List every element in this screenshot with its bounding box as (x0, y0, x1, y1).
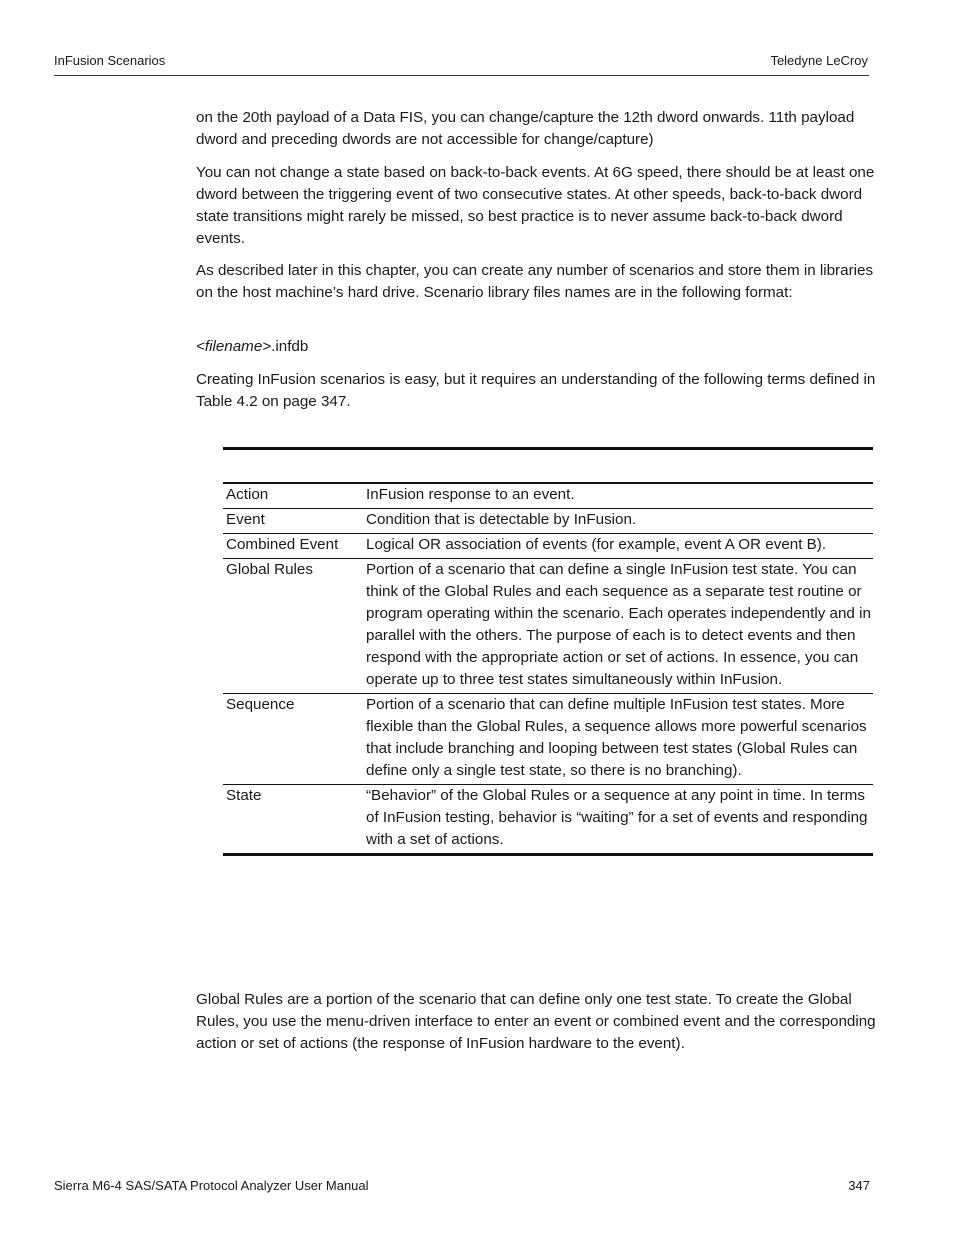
term-cell: Combined Event (223, 534, 363, 559)
paragraph-text: As described later in this chapter, you can create any number of scenarios and store them in libraries on the host machine’s hard drive. Scenario library files names are in the following format: (196, 262, 874, 301)
filename-placeholder: <filename> (196, 338, 272, 355)
table-row (223, 559, 873, 694)
table-row (223, 694, 873, 785)
table-row (223, 483, 873, 509)
definition-cell: Portion of a scenario that can define multiple InFusion test states. More flexible than the Global Rules, a sequence allows more powerful scenarios that include branching and looping between test states (Global Rules can define only a single test state, so there is no branching). (363, 694, 873, 785)
term-cell: State (223, 785, 363, 855)
body-paragraph-terms-intro (196, 369, 876, 413)
definition-cell: InFusion response to an event. (363, 483, 873, 509)
term-cell: Event (223, 509, 363, 534)
paragraph-text (196, 336, 876, 358)
running-header-section: InFusion Scenarios (54, 53, 166, 68)
terms-table (223, 482, 873, 856)
paragraph-text: You can not change a state based on back-to-back events. At 6G speed, there should be at least one dword between the triggering event of two consecutive states. At other speeds, back-to-back dword state transitions might rarely be missed, so best practice is to never assume back-to-back dword events. (196, 164, 875, 247)
body-paragraph-global-rules (196, 989, 876, 1055)
paragraph-text: on the 20th payload of a Data FIS, you can change/capture the 12th dword onwards. 11th payload dword and preceding dwords are not accessible for change/capture) (196, 109, 855, 148)
body-paragraph-continuation (196, 107, 876, 151)
definition-cell: Condition that is detectable by InFusion. (363, 509, 873, 534)
header-divider (54, 75, 869, 76)
paragraph-text: Creating InFusion scenarios is easy, but it requires an understanding of the following terms defined in Table 4.2 on page 347. (196, 371, 876, 410)
term-cell: Global Rules (223, 559, 363, 694)
running-header-company: Teledyne LeCroy (770, 53, 868, 68)
body-paragraph-back-to-back (196, 162, 876, 250)
term-cell: Sequence (223, 694, 363, 785)
table-row (223, 534, 873, 559)
body-paragraph-libraries (196, 260, 876, 304)
term-cell: Action (223, 483, 363, 509)
table-row (223, 785, 873, 855)
definition-cell: Portion of a scenario that can define a single InFusion test state. You can think of the Global Rules and each sequence as a separate test routine or program operating within the scenario. Each operates independently and in parallel with the others. The purpose of each is to detect events and then respond with the appropriate action or set of actions. In essence, you can operate up to three test states simultaneously within InFusion. (363, 559, 873, 694)
definition-cell: “Behavior” of the Global Rules or a sequence at any point in time. In terms of InFusion testing, behavior is “waiting” for a set of events and responding with a set of actions. (363, 785, 873, 855)
paragraph-text: Global Rules are a portion of the scenario that can define only one test state. To create the Global Rules, you use the menu-driven interface to enter an event or combined event and the corresponding action or set of actions (the response of InFusion hardware to the event). (196, 991, 876, 1052)
footer-manual-title: Sierra M6-4 SAS/SATA Protocol Analyzer User Manual (54, 1178, 369, 1193)
file-extension: .infdb (271, 338, 309, 355)
filename-format (196, 336, 876, 358)
page-number: 347 (848, 1178, 870, 1193)
table-top-rule (223, 447, 873, 450)
definition-cell: Logical OR association of events (for example, event A OR event B). (363, 534, 873, 559)
table-row (223, 509, 873, 534)
